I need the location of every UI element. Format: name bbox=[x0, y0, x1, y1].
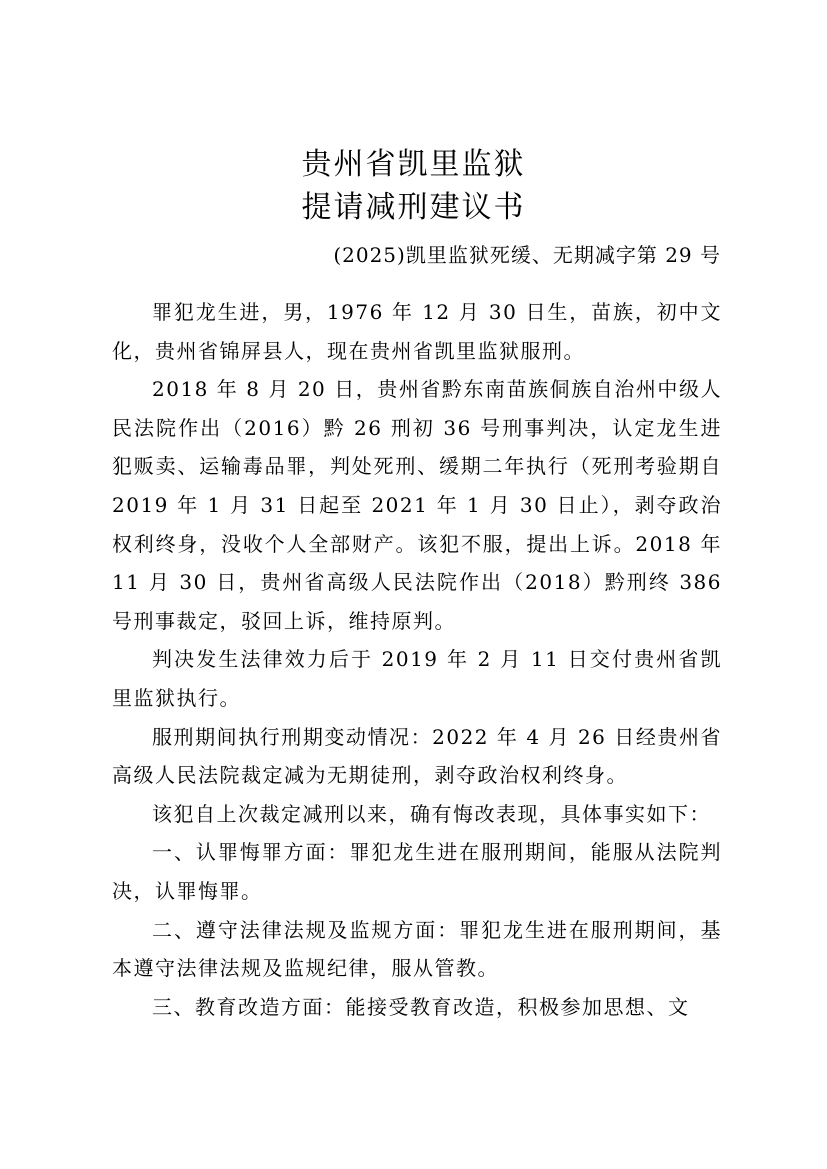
document-number: (2025)凯里监狱死缓、无期减字第 29 号 bbox=[333, 243, 721, 267]
document-body bbox=[112, 293, 722, 1026]
paragraph-judgment: 2018 年 8 月 20 日，贵州省黔东南苗族侗族自治州中级人民法院作出（2016）黔 26 刑初 36 号刑事判决，认定龙生进犯贩卖、运输毒品罪，判处死刑、缓期二年执行（死刑考验期自 2019 年 1 月 31 日起至 2021 年 1 月 30 日止），剥夺政治权利终身，没收个人全部财产。该犯不服，提出上诉。2018 年 11 月 30 日，贵州省高级人民法院作出（2018）黔刑终 386 号刑事裁定，驳回上诉，维持原判。 bbox=[112, 377, 722, 633]
paragraph-delivery: 判决发生法律效力后于 2019 年 2 月 11 日交付贵州省凯里监狱执行。 bbox=[112, 647, 722, 710]
document-title-line-2: 提请减刑建议书 bbox=[301, 190, 526, 225]
paragraph-sentence-change: 服刑期间执行刑期变动情况：2022 年 4 月 26 日经贵州省高级人民法院裁定减为无期徒刑，剥夺政治权利终身。 bbox=[112, 724, 722, 788]
document-title-line-1: 贵州省凯里监狱 bbox=[301, 147, 526, 182]
paragraph-point-3: 三、教育改造方面：能接受教育改造，积极参加思想、文 bbox=[152, 994, 690, 1019]
paragraph-criminal-info: 罪犯龙生进，男，1976 年 12 月 30 日生，苗族，初中文化，贵州省锦屏县人，现在贵州省凯里监狱服刑。 bbox=[112, 300, 722, 363]
paragraph-point-1: 一、认罪悔罪方面：罪犯龙生进在服刑期间，能服从法院判决，认罪悔罪。 bbox=[112, 840, 722, 903]
paragraph-repentance-intro: 该犯自上次裁定减刑以来，确有悔改表现，具体事实如下： bbox=[152, 801, 711, 826]
paragraph-point-2: 二、遵守法律法规及监规方面：罪犯龙生进在服刑期间，基本遵守法律法规及监规纪律，服从管教。 bbox=[112, 917, 722, 981]
